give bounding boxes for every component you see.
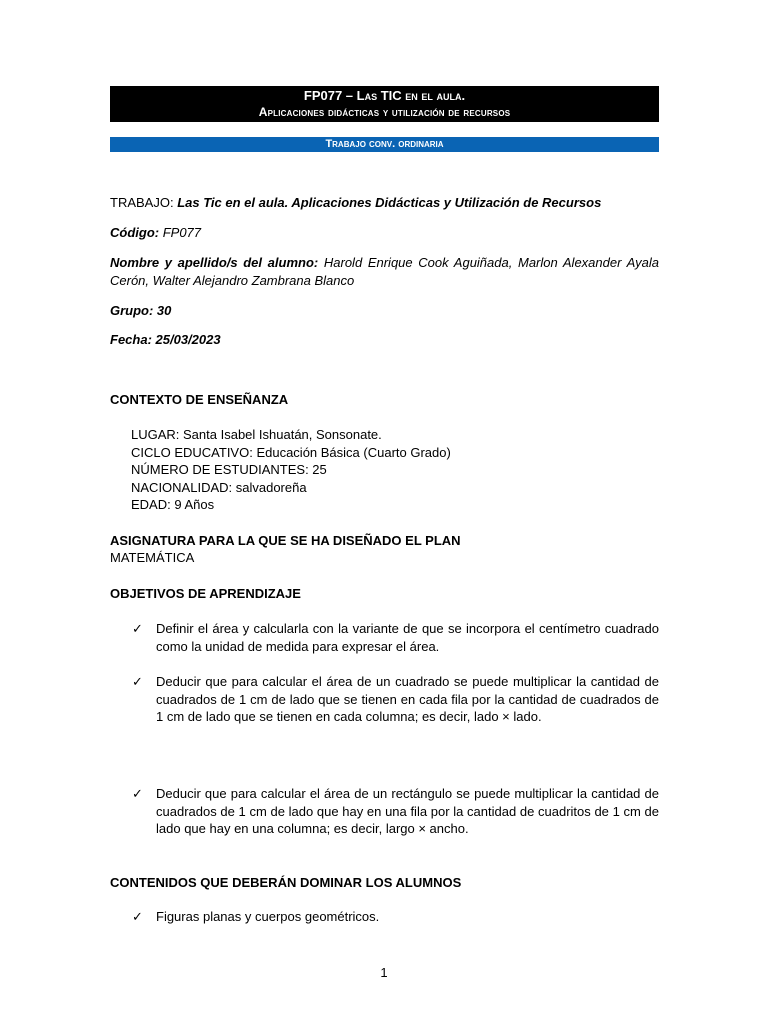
assignment-band: Trabajo conv. ordinaria: [110, 137, 659, 152]
contexto-list: [131, 426, 651, 514]
contenido-text: Figuras planas y cuerpos geométricos.: [156, 909, 380, 924]
nombre-line: [110, 254, 659, 289]
objetivo-text: Deducir que para calcular el área de un cuadrado se puede multiplicar la cantidad de cuadrados de 1 cm de lado que se tienen en cada fila por la cantidad de cuadrados de 1 cm de lado que se tienen en cada columna; es decir, lado × lado.: [156, 674, 659, 725]
fecha-line: Fecha: 25/03/2023: [110, 332, 221, 347]
contexto-line: NACIONALIDAD: salvadoreña: [131, 479, 307, 495]
contenidos-heading: CONTENIDOS QUE DEBERÁN DOMINAR LOS ALUMNOS: [110, 875, 462, 890]
contexto-line: CICLO EDUCATIVO: Educación Básica (Cuarto Grado): [131, 444, 451, 460]
page-number: 1: [380, 965, 388, 980]
check-icon: ✓: [132, 621, 143, 636]
codigo-value: FP077: [159, 225, 202, 240]
document-header: [110, 86, 659, 122]
codigo-line: [110, 224, 659, 242]
trabajo-value: Las Tic en el aula. Aplicaciones Didácticas y Utilización de Recursos: [177, 195, 602, 210]
objetivos-heading: OBJETIVOS DE APRENDIZAJE: [110, 586, 301, 601]
trabajo-line: [110, 194, 659, 212]
contexto-line: LUGAR: Santa Isabel Ishuatán, Sonsonate.: [131, 427, 382, 442]
course-title: FP077 – Las TIC en el aula.: [303, 88, 466, 103]
check-icon: ✓: [132, 909, 143, 924]
check-icon: ✓: [132, 786, 143, 801]
contexto-heading: CONTEXTO DE ENSEÑANZA: [110, 392, 289, 407]
nombre-label: Nombre y apellido/s del alumno:: [110, 255, 319, 270]
asignatura-heading: ASIGNATURA PARA LA QUE SE HA DISEÑADO EL PLAN: [110, 533, 461, 548]
trabajo-label: TRABAJO:: [110, 195, 178, 210]
grupo-line: Grupo: 30: [110, 303, 172, 318]
contexto-line: EDAD: 9 Años: [131, 497, 215, 513]
contexto-line: NÚMERO DE ESTUDIANTES: 25: [131, 462, 327, 478]
check-icon: ✓: [132, 674, 143, 689]
objetivo-text: Deducir que para calcular el área de un rectángulo se puede multiplicar la cantidad de cuadrados de 1 cm de lado que hay en una fila por la cantidad de cuadritos de 1 cm de lado que hay en una columna; es decir, largo × ancho.: [156, 786, 659, 837]
course-subtitle: Aplicaciones didácticas y utilización de recursos: [258, 105, 511, 119]
codigo-label: Código:: [110, 225, 160, 240]
nombre-value: Harold Enrique Cook Aguiñada, Marlon Alexander Ayala Cerón, Walter Alejandro Zambrana Blanco: [110, 255, 659, 288]
asignatura-value: MATEMÁTICA: [110, 550, 195, 565]
objetivo-text: Definir el área y calcularla con la variante de que se incorpora el centímetro cuadrado como la unidad de medida para expresar el área.: [156, 621, 659, 654]
